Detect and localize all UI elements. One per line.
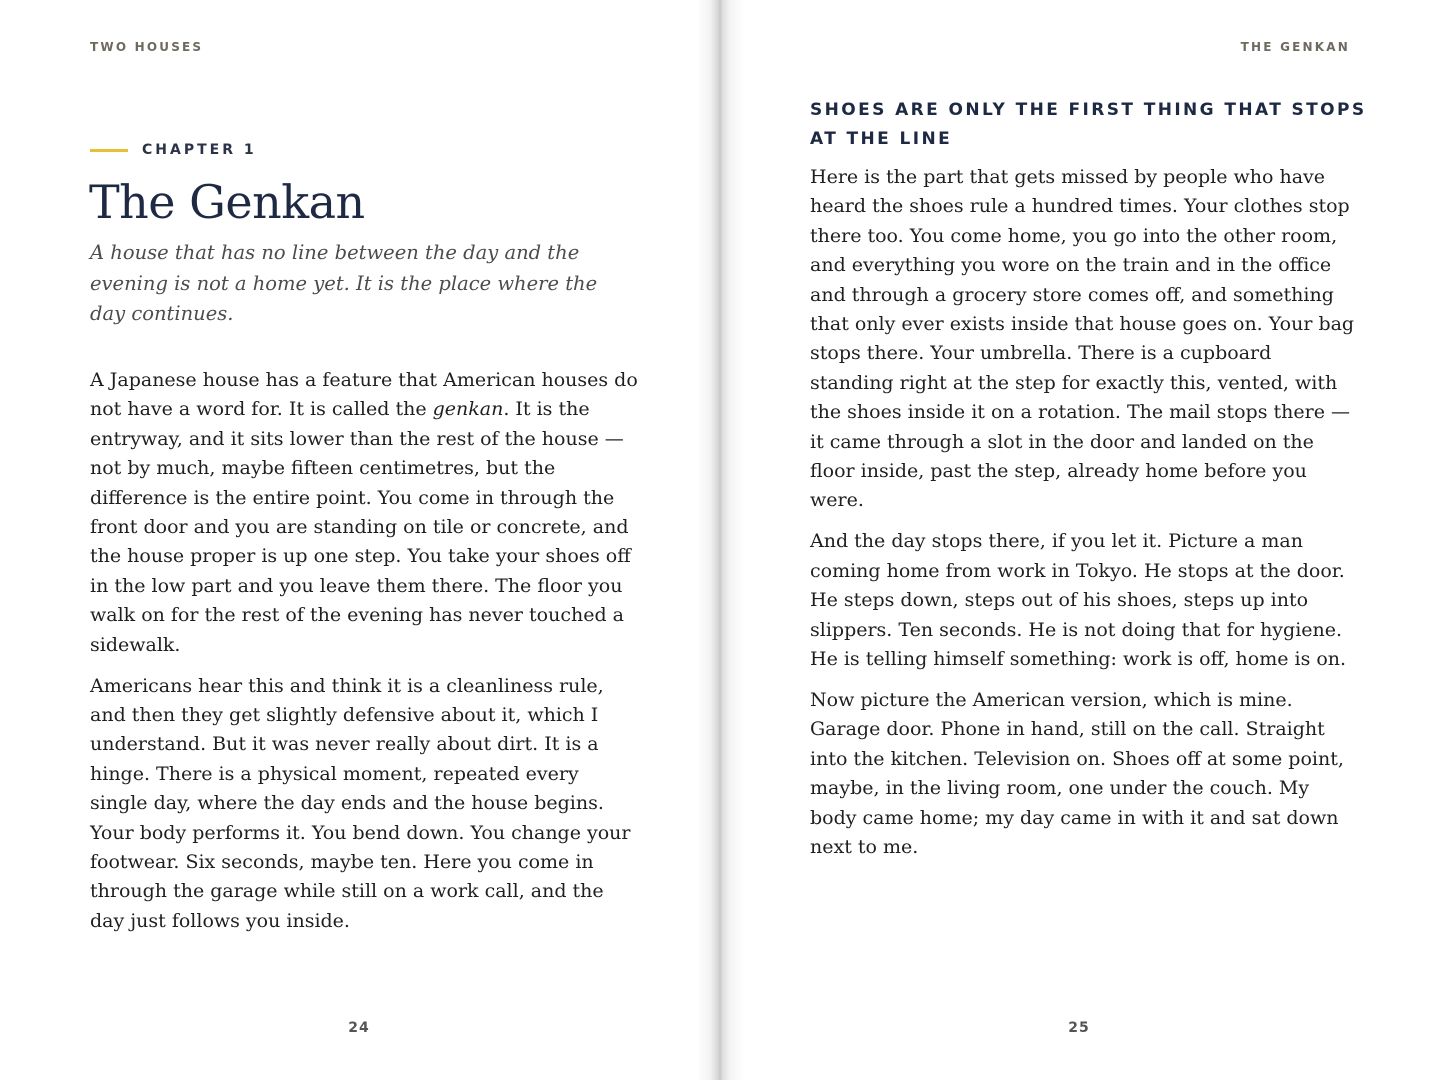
running-head-right: THE GENKAN xyxy=(1240,40,1350,54)
chapter-epigraph: A house that has no line between the day and the evening is not a home yet. It is the place where the day continues. xyxy=(90,241,598,325)
chapter-accent-rule xyxy=(90,149,128,152)
paragraph: And the day stops there, if you let it. Picture a man coming home from work in Tokyo. He stops at the door. He steps down, steps out of his shoes, steps up into slippers. Ten seconds. He is not doing that for hygiene. He is telling himself something: work is off, home is on. xyxy=(810,530,1347,670)
chapter-label-row xyxy=(90,140,257,160)
right-body-text xyxy=(810,163,1358,874)
paragraph-text: . It is the entryway, and it sits lower than the rest of the house — not by much, maybe fifteen centimetres, but the difference is the entire point. You come in through the front door and you are standing on tile or concrete, and the house proper is up one step. You take your shoes off in the low part and you leave them there. The floor you walk on for the rest of the evening has never touched a sidewalk. xyxy=(90,398,631,656)
paragraph: Here is the part that gets missed by people who have heard the shoes rule a hundred times. Your clothes stop there too. You come home, you go into the other room, and everything you wore on the train and in the office and through a grocery store comes off, and something that only ever exists inside that house goes on. Your bag stops there. Your umbrella. There is a cupboard standing right at the step for exactly this, vented, with the shoes inside it on a rotation. The mail stops there — it came through a slot in the door and landed on the floor inside, past the step, already home before you were. xyxy=(810,166,1355,512)
emphasis-term: genkan xyxy=(432,398,504,421)
page-number-left: 24 xyxy=(348,1020,370,1036)
chapter-title: The Genkan xyxy=(89,175,365,229)
paragraph-text: A Japanese house has a feature that American houses do not have a word for. It is called the xyxy=(90,369,638,421)
page-number-right: 25 xyxy=(1068,1020,1090,1036)
left-body-text xyxy=(90,366,638,948)
paragraph: Now picture the American version, which is mine. Garage door. Phone in hand, still on the call. Straight into the kitchen. Television on. Shoes off at some point, maybe, in the living room, one under the couch. My body came home; my day came in with it and sat down next to me. xyxy=(810,688,1344,858)
paragraph xyxy=(90,366,638,660)
paragraph: Americans hear this and think it is a cleanliness rule, and then they get slightly defensive about it, which I understand. But it was never really about dirt. It is a hinge. There is a physical moment, repeated every single day, where the day ends and the house begins. Your body performs it. You bend down. You change your footwear. Six seconds, maybe ten. Here you come in through the garage while still on a work call, and the day just follows you inside. xyxy=(90,674,631,932)
running-head-left: TWO HOUSES xyxy=(90,40,204,54)
right-page[interactable] xyxy=(720,0,1440,1080)
section-heading: SHOES ARE ONLY THE FIRST THING THAT STOPS AT THE LINE xyxy=(810,100,1367,149)
chapter-label: CHAPTER 1 xyxy=(142,142,257,158)
